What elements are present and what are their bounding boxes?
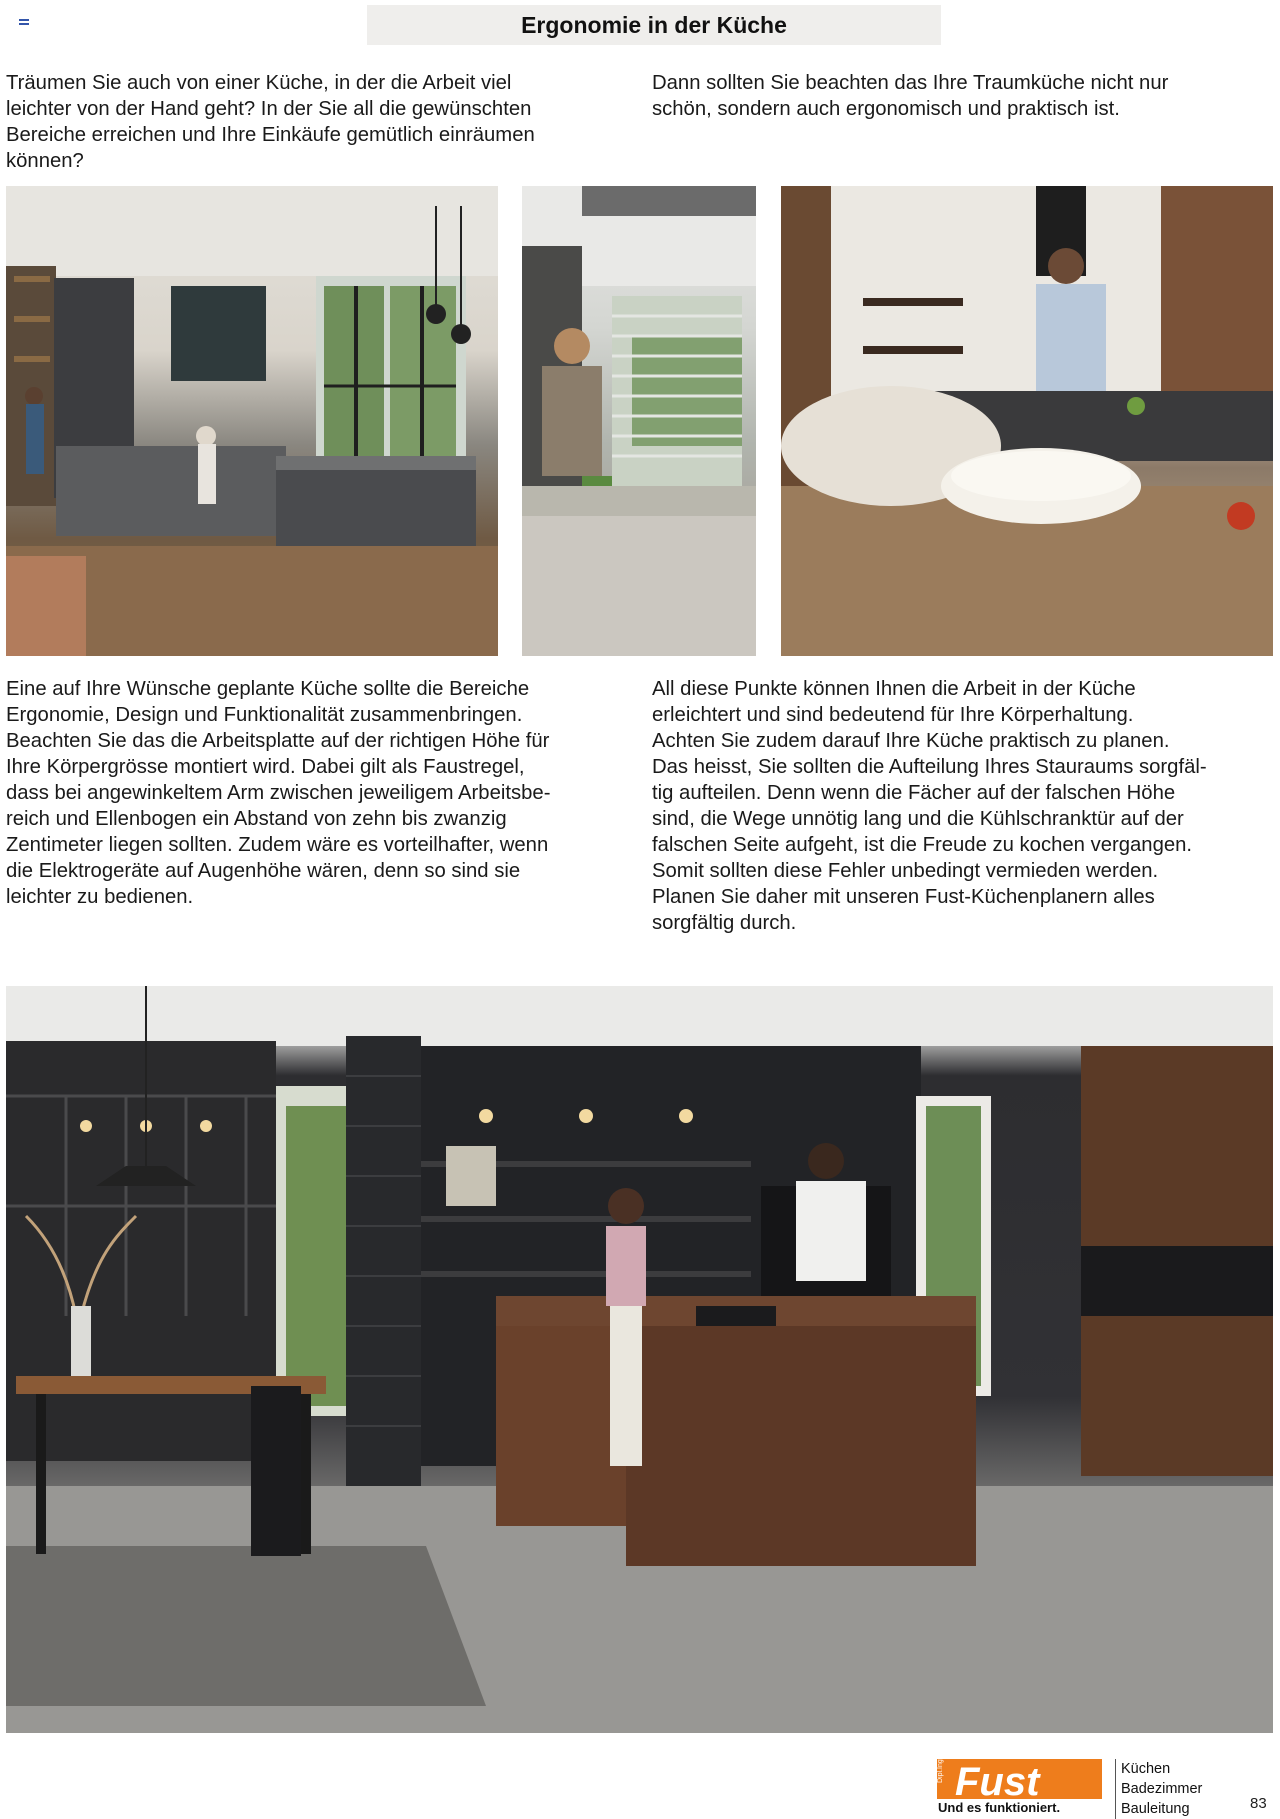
kitchen-photo-man-cooking-graphic	[781, 186, 1273, 656]
text-line: Beachten Sie das die Arbeitsplatte auf der richtigen Höhe für	[6, 730, 550, 752]
kitchen-photo-island	[6, 186, 498, 656]
text-line: sind, die Wege unnötig lang und die Kühlschranktür auf der	[652, 808, 1184, 830]
page-corner-mark	[19, 19, 29, 25]
intro-right-paragraph	[652, 70, 1277, 122]
kitchen-photo-island-graphic	[6, 186, 498, 656]
body-right-paragraph	[652, 676, 1277, 936]
text-line: dass bei angewinkeltem Arm zwischen jeweiligem Arbeitsbe-	[6, 782, 551, 804]
text-line: Zentimeter liegen sollten. Zudem wäre es vorteilhafter, wenn	[6, 834, 549, 856]
text-line: Eine auf Ihre Wünsche geplante Küche sollte die Bereiche	[6, 678, 530, 700]
page-number: 83	[1250, 1795, 1267, 1812]
text-line: Planen Sie daher mit unseren Fust-Küchenplanern alles	[652, 886, 1155, 908]
text-line: die Elektrogeräte auf Augenhöhe wären, denn so sind sie	[6, 860, 521, 882]
kitchen-photo-main	[6, 986, 1273, 1733]
text-line: All diese Punkte können Ihnen die Arbeit in der Küche	[652, 678, 1136, 700]
intro-left-paragraph	[6, 70, 616, 174]
text-line: Achten Sie zudem darauf Ihre Küche praktisch zu planen.	[652, 730, 1170, 752]
body-left-paragraph	[6, 676, 631, 910]
service-kitchens: Küchen	[1121, 1761, 1171, 1777]
text-line: Ergonomie, Design und Funktionalität zusammenbringen.	[6, 704, 523, 726]
text-line: leichter zu bedienen.	[6, 886, 194, 908]
text-line: leichter von der Hand geht? In der Sie all die gewünschten	[6, 98, 532, 120]
text-line: Das heisst, Sie sollten die Aufteilung Ihres Stauraums sorgfäl-	[652, 756, 1207, 778]
fust-logo-graphic	[937, 1759, 1102, 1815]
kitchen-photo-main-graphic	[6, 986, 1273, 1733]
text-line: Bereiche erreichen und Ihre Einkäufe gemütlich einräumen	[6, 124, 535, 146]
text-line: können?	[6, 150, 84, 172]
text-line: reich und Ellenbogen ein Abstand von zehn bis zwanzig	[6, 808, 507, 830]
text-line: Ihre Körpergrösse montiert wird. Dabei gilt als Faustregel,	[6, 756, 525, 778]
fust-logo	[937, 1759, 1102, 1815]
text-line: Somit sollten diese Fehler unbedingt vermieden werden.	[652, 860, 1159, 882]
text-line: sorgfältig durch.	[652, 912, 797, 934]
kitchen-photo-man-cooking	[781, 186, 1273, 656]
text-line: tig aufteilen. Denn wenn die Fächer auf der falschen Höhe	[652, 782, 1176, 804]
text-line: Dann sollten Sie beachten das Ihre Traumküche nicht nur	[652, 72, 1169, 94]
svg-text:Und es funktioniert.: Und es funktioniert.	[938, 1800, 1061, 1815]
fust-services	[1115, 1759, 1202, 1819]
svg-text:Fust: Fust	[955, 1760, 1040, 1804]
page-title: Ergonomie in der Küche	[521, 11, 787, 38]
title-bar	[367, 5, 941, 45]
kitchen-photo-woman-cooking	[522, 186, 756, 656]
text-line: erleichtert und sind bedeutend für Ihre Körperhaltung.	[652, 704, 1134, 726]
text-line: falschen Seite aufgeht, ist die Freude zu kochen vergangen.	[652, 834, 1193, 856]
text-line: schön, sondern auch ergonomisch und praktisch ist.	[652, 98, 1120, 120]
service-construction: Bauleitung	[1121, 1801, 1190, 1817]
svg-text:Dipl.Ing.: Dipl.Ing.	[937, 1759, 944, 1783]
text-line: Träumen Sie auch von einer Küche, in der die Arbeit viel	[6, 72, 512, 94]
kitchen-photo-woman-cooking-graphic	[522, 186, 756, 656]
service-bathrooms: Badezimmer	[1121, 1781, 1203, 1797]
